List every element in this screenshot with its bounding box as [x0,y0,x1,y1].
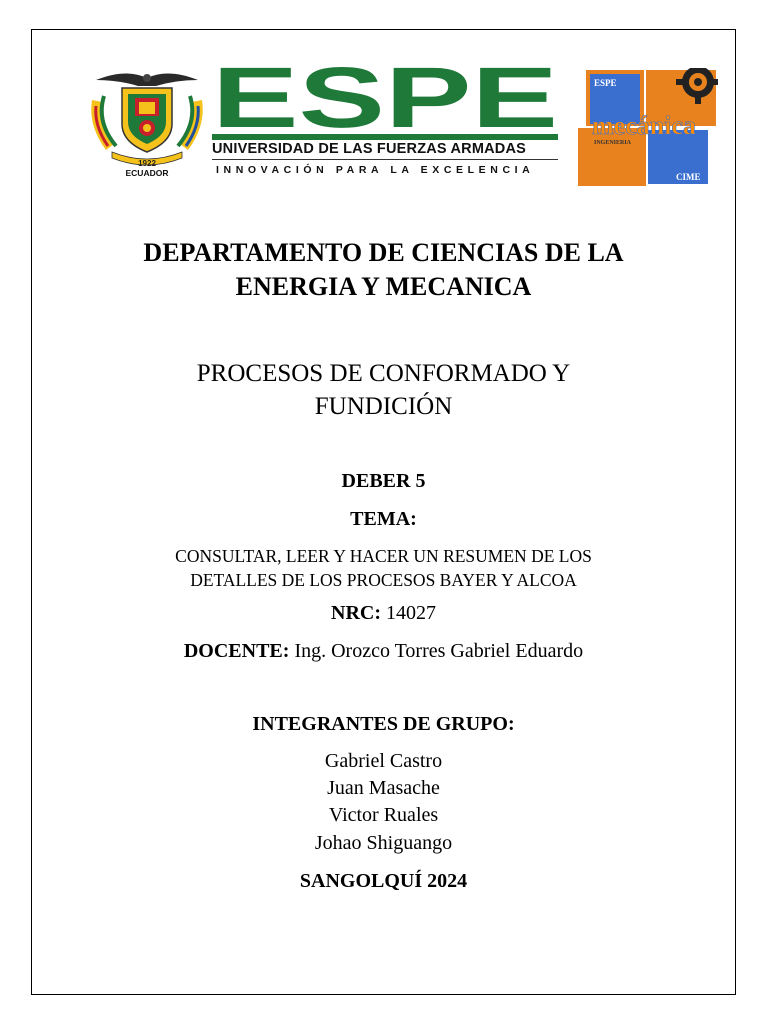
member-item: Gabriel Castro [324,750,443,772]
department-line-2: ENERGIA Y MECANICA [235,272,532,301]
topic-text [31,544,736,592]
course-title [31,357,736,423]
university-motto: INNOVACIÓN PARA LA EXCELENCIA [216,164,535,176]
espe-wordmark-text: ESPE [212,64,558,132]
place-year: SANGOLQUÍ 2024 [299,870,468,892]
mec-logo-word: mecánica [592,111,696,140]
nrc-line [31,602,736,625]
course-line-1: PROCESOS DE CONFORMADO Y [196,360,571,387]
mec-logo-top-label: ESPE [594,78,617,88]
espe-wordmark [210,64,560,132]
espe-green-rule [212,134,558,140]
topic-line-2: DETALLES DE LOS PROCESOS BAYER Y ALCOA [190,570,577,590]
mec-logo-bottom-label: CIME [676,172,701,182]
member-item: Juan Masache [327,777,440,799]
teacher-line [31,640,736,663]
nrc-value: 14027 [386,602,436,624]
department-line-1: DEPARTAMENTO DE CIENCIAS DE LA [143,238,624,267]
ecuador-crest-logo [86,66,208,178]
member-item: Johao Shiguango [314,832,453,854]
assignment-title: DEBER 5 [341,470,426,492]
members-heading: INTEGRANTES DE GRUPO: [252,713,515,735]
university-name: UNIVERSIDAD DE LAS FUERZAS ARMADAS [212,141,526,157]
teacher-value: Ing. Orozco Torres Gabriel Eduardo [294,640,584,662]
espe-thin-rule [212,159,558,160]
topic-line-1: CONSULTAR, LEER Y HACER UN RESUMEN DE LOS [175,546,592,566]
teacher-label: DOCENTE: [183,640,290,662]
espe-logo [210,64,562,184]
topic-label: TEMA: [350,508,417,530]
member-item: Victor Ruales [328,804,439,826]
course-line-2: FUNDICIÓN [314,393,453,420]
mecanica-logo [576,68,718,188]
crest-year: 1922 [138,159,156,168]
crest-country: ECUADOR [125,168,169,178]
nrc-label: NRC: [331,602,381,624]
mec-logo-sub-label: INGENIERIA [594,140,632,146]
department-title [31,236,736,304]
